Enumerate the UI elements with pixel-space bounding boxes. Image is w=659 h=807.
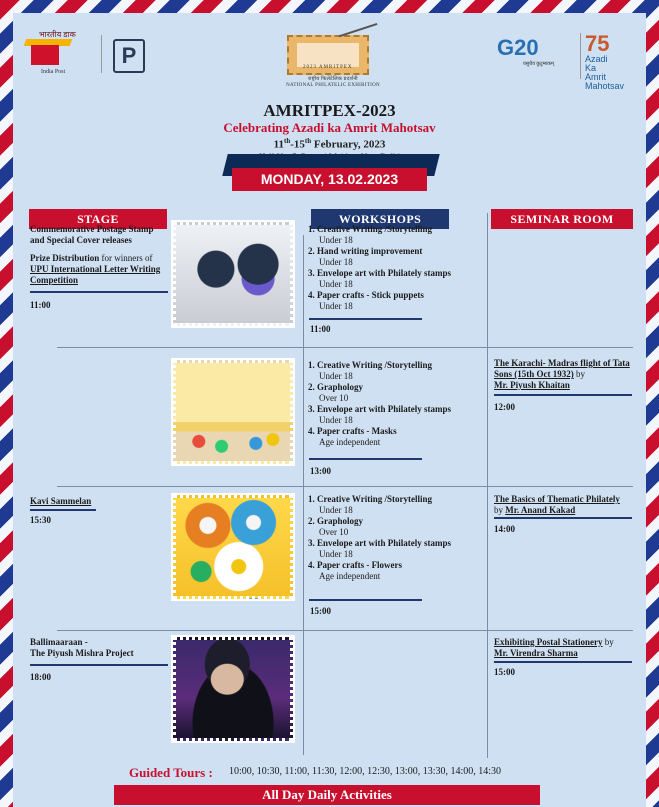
stamp-name: AMRITPEX: [318, 65, 353, 70]
stage-event-1: Commemorative Postage Stamp and Special Cover releases: [30, 224, 154, 245]
piyush-mishra-photo: [173, 637, 293, 741]
national-exhibition-english: NATIONAL PHILATELIC EXHIBITION: [286, 83, 380, 88]
stage-prize-distribution: Prize Distribution for winners of UPU International Letter Writing Competition: [30, 253, 161, 285]
stage-rule-4: [30, 664, 168, 666]
stage-rule-1: [30, 291, 168, 293]
seminar-time-3: 15:00: [494, 667, 515, 677]
workshop-block-1: 1. Creative Writing /Storytelling Under 18 2. Hand writing improvement Under 18 3. Envelope art with Philately stamps Under 18 4. Paper crafts - Stick puppets Under 18: [308, 224, 451, 311]
workshop-rule-2: [309, 458, 422, 460]
amritpex-stamp-logo: [287, 35, 369, 75]
guided-tours-times: 10:00, 10:30, 11:00, 11:30, 12:00, 12:30, 13:00, 13:30, 14:00, 14:30: [229, 766, 502, 777]
amrit-line1: Azadi: [585, 54, 608, 64]
workshop-block-2: 1. Creative Writing /Storytelling Under 18 2. Graphology Over 10 3. Envelope art with Philately stamps Under 18 4. Paper crafts - Masks Age independent: [308, 360, 451, 447]
seminar-time-2: 14:00: [494, 524, 515, 534]
workshop-time-3: 15:00: [310, 606, 331, 616]
seminar-talk-2: The Basics of Thematic Philately by Mr. Anand Kakad: [494, 494, 620, 515]
seminar-rule-3: [494, 661, 632, 663]
penguin-puppets-photo: [173, 222, 293, 326]
stage-rule-3: [30, 509, 96, 511]
seminar-talk-1: The Karachi- Madras flight of Tata Sons (15th Oct 1932) by Mr. Piyush Khaitan: [494, 358, 630, 390]
stamp-year: 2023: [303, 65, 317, 70]
workshops-column-header: WORKSHOPS: [311, 209, 449, 229]
seminar-time-1: 12:00: [494, 402, 515, 412]
india-post-hindi: भारतीय डाक: [39, 30, 76, 39]
all-day-activities-banner: All Day Daily Activities: [114, 785, 540, 805]
g20-logo: [497, 35, 539, 61]
day-heading: MONDAY, 13.02.2023: [232, 168, 427, 191]
poster: [13, 13, 646, 807]
seminar-talk-3: Exhibiting Postal Stationery by Mr. Virendra Sharma: [494, 637, 614, 658]
logo-divider: [101, 35, 102, 73]
india-post-label: India Post: [41, 69, 66, 75]
national-exhibition-hindi: राष्ट्रीय फिलेटेलिक प्रदर्शनी: [308, 77, 358, 82]
stage-ballimaaraan: Ballimaaraan - The Piyush Mishra Project: [30, 637, 134, 658]
national-exhibition-caption: [283, 77, 383, 89]
workshop-time-1: 11:00: [310, 324, 331, 334]
stage-column-header: STAGE: [29, 209, 167, 229]
workshop-rule-1: [309, 318, 422, 320]
seminar-rule-1: [494, 394, 632, 396]
india-post-logo: [25, 29, 85, 79]
column-divider-left: [303, 235, 304, 755]
workshop-rule-3: [309, 599, 422, 601]
seminar-rule-2: [494, 517, 632, 519]
row-divider-2: [57, 486, 633, 487]
amrit-line3: Amrit Mahotsav: [585, 72, 625, 91]
stage-time-4: 18:00: [30, 672, 51, 682]
workshop-time-2: 13:00: [310, 466, 331, 476]
row-divider-3: [57, 630, 633, 631]
g20-motto: वसुधैव कुटुम्बकम्: [523, 62, 554, 67]
p-logo: P: [113, 39, 145, 73]
stage-time-3: 15:30: [30, 515, 51, 525]
event-subtitle: Celebrating Azadi ka Amrit Mahotsav: [223, 120, 436, 135]
workshop-block-3: 1. Creative Writing /Storytelling Under 18 2. Graphology Over 10 3. Envelope art with Philately stamps Under 18 4. Paper crafts - Flowers Age independent: [308, 494, 451, 581]
guided-tours-label: Guided Tours :: [129, 765, 213, 780]
azadi-ka-amrit-mahotsav-logo: [580, 31, 642, 91]
row-divider-1: [57, 347, 633, 348]
g20-text: G20: [497, 35, 539, 60]
paper-flowers-photo: [173, 495, 293, 599]
amrit-line2: Ka: [585, 63, 597, 73]
event-dates: 11th-15th February, 2023: [273, 137, 386, 151]
stage-time-1: 11:00: [30, 300, 51, 310]
event-title: AMRITPEX-2023: [263, 101, 396, 120]
child-storytelling-photo: [173, 360, 293, 464]
amrit-number: 75: [585, 31, 610, 56]
stage-kavi-sammelan: Kavi Sammelan: [30, 496, 92, 506]
seminar-column-header: SEMINAR ROOM: [491, 209, 633, 229]
